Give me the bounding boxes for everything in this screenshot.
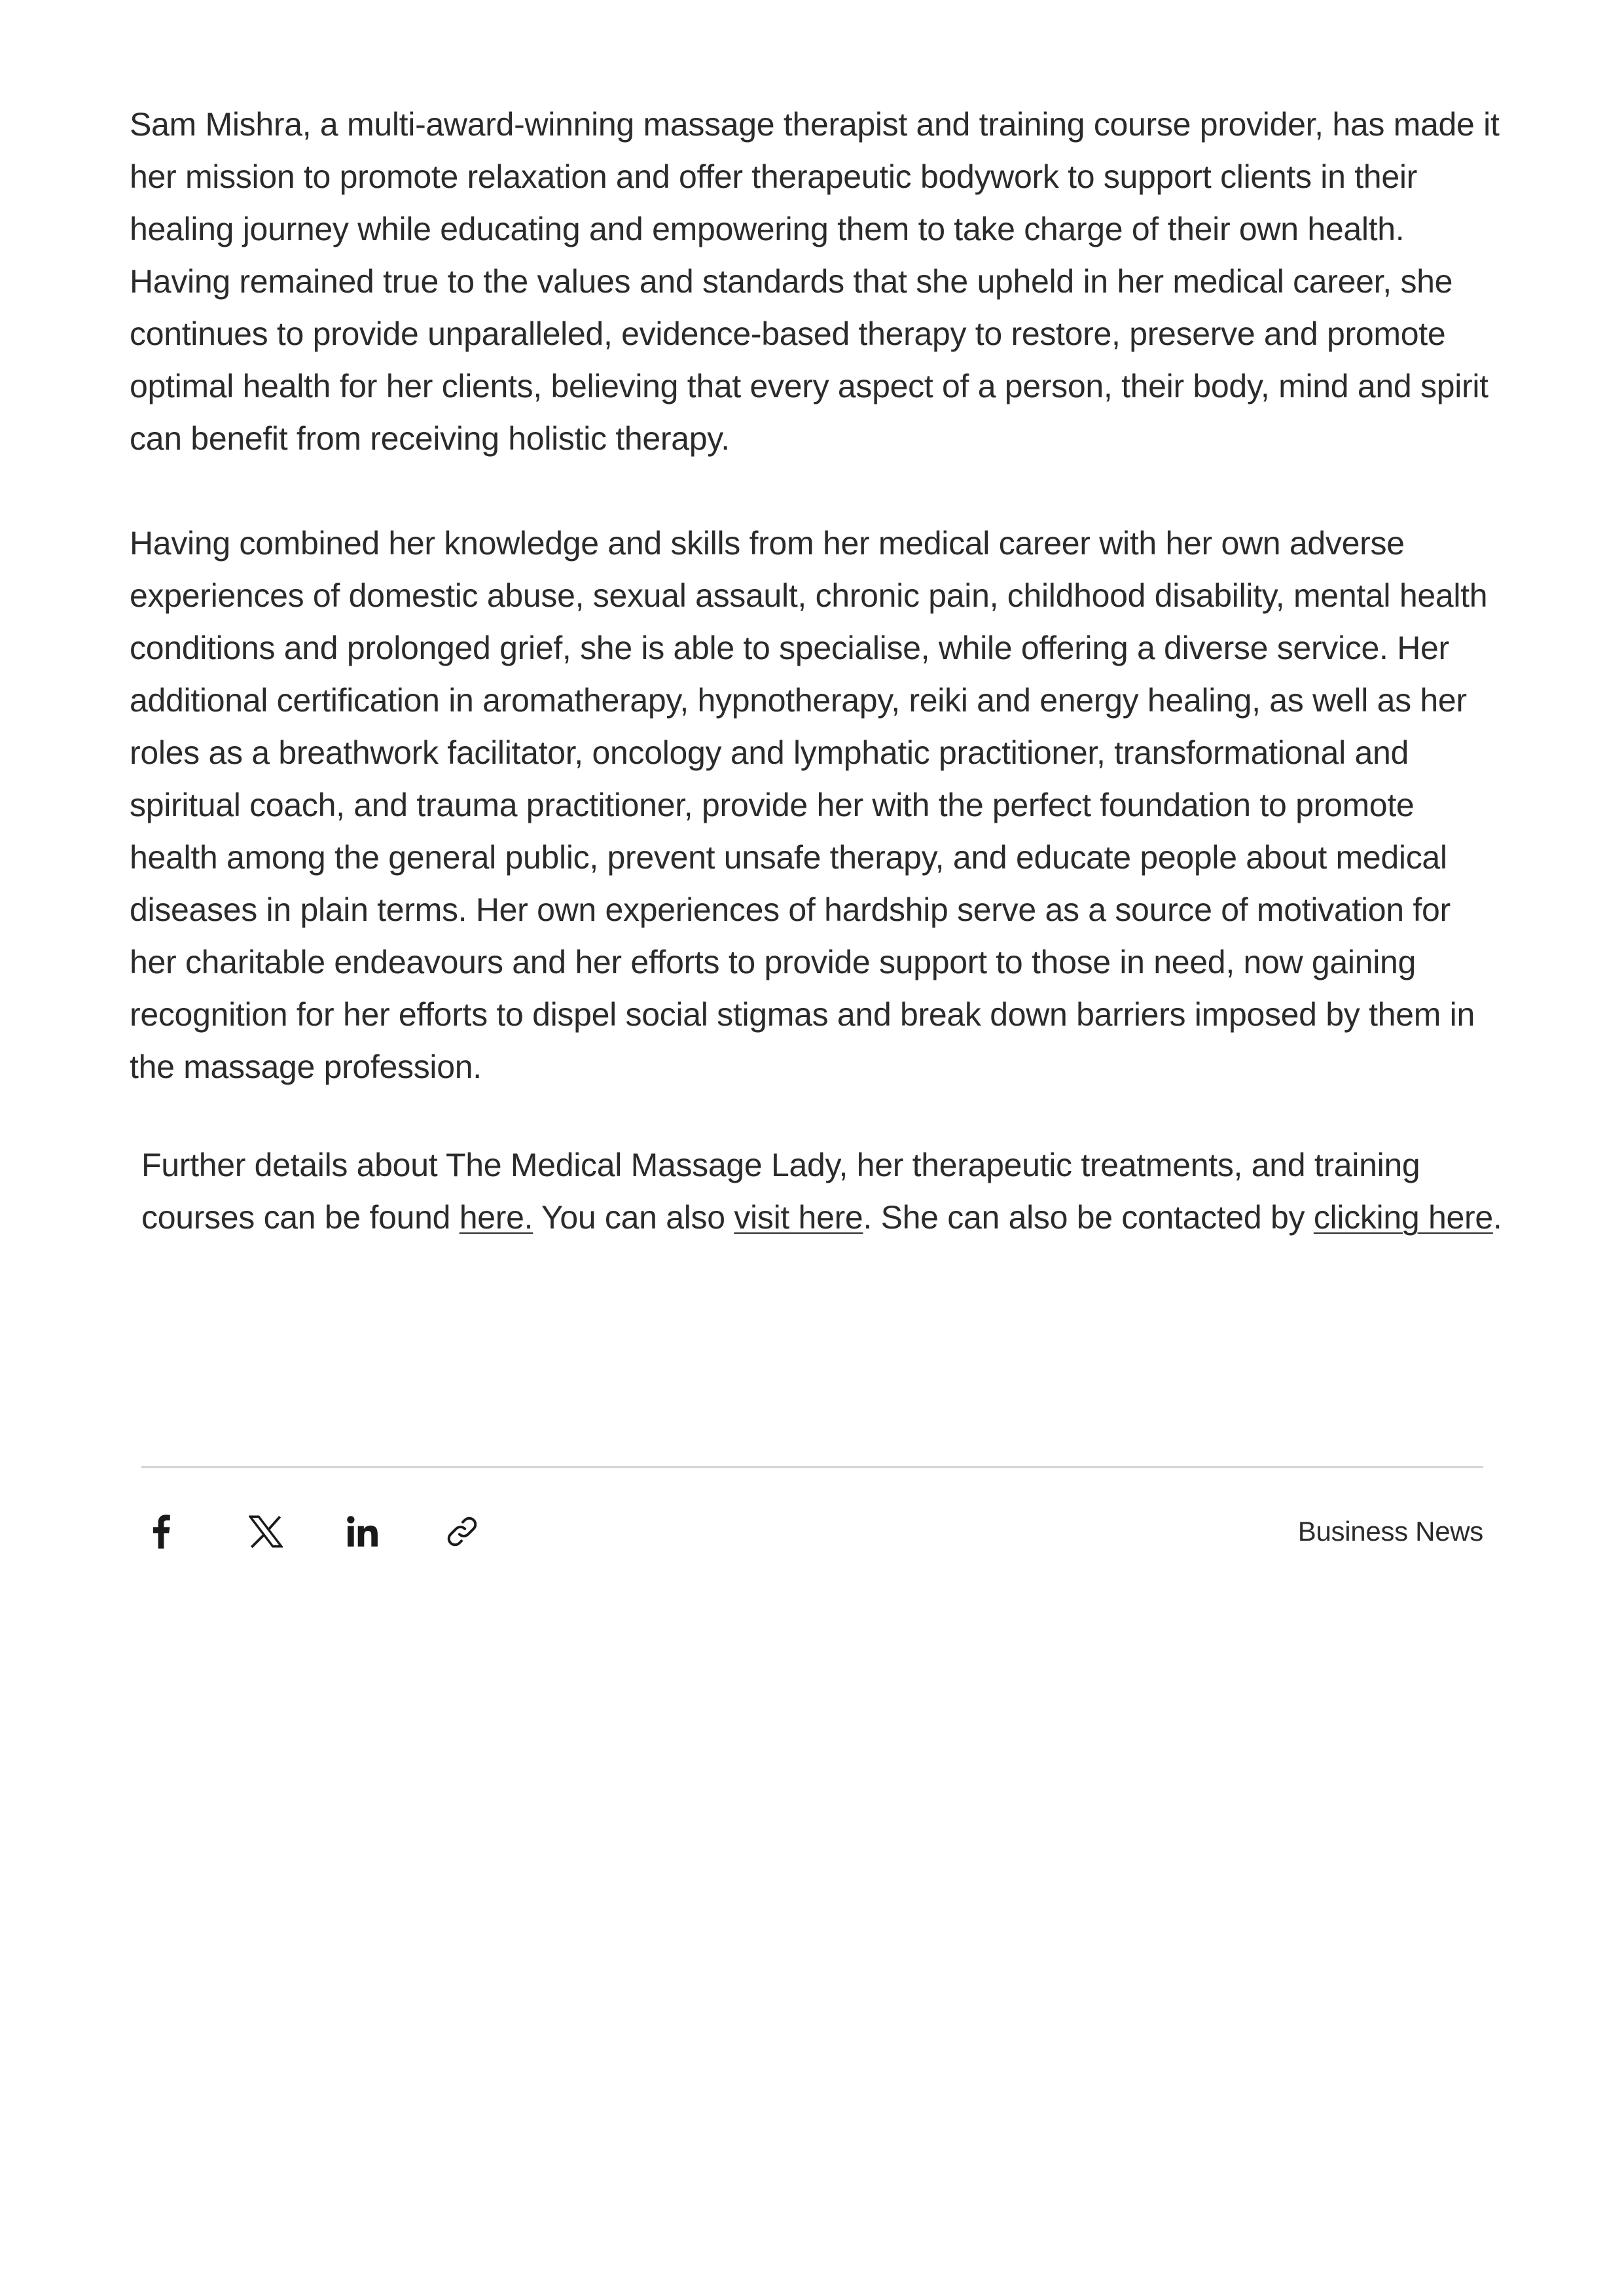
paragraph-text: . She can also be contacted by [863, 1199, 1314, 1236]
paragraph-text: You can also [533, 1199, 734, 1236]
link-icon[interactable] [442, 1512, 482, 1551]
article-paragraph: Sam Mishra, a multi-award-winning massage therapist and training course provider, has made it her mission to promote relaxation and offer therapeutic bodywork to support clients in their healing journey while educating and empowering them to take charge of their own health. Having remained true to the values and standards that she upheld in her medical career, she continues to provide unparalleled, evidence-based therapy to restore, preserve and promote optimal health for her clients, believing that every aspect of a person, their body, mind and spirit can benefit from receiving holistic therapy. [130, 106, 1500, 457]
article-paragraph-contact [130, 1139, 1504, 1244]
paragraph-text: . [1492, 1199, 1502, 1236]
contact-clicking-here-link[interactable]: clicking here [1313, 1199, 1493, 1236]
category-link-business-news[interactable]: Business News [1297, 1516, 1483, 1547]
article-body [130, 98, 1504, 1244]
paragraph-text: Further details about The Medical Massage Lady, her therapeutic treatments, and training courses can be found [141, 1147, 1420, 1236]
article-paragraph: Having combined her knowledge and skills from her medical career with her own adverse experiences of domestic abuse, sexual assault, chronic pain, childhood disability, mental health conditions and prolonged grief, she is able to specialise, while offering a diverse service. Her additional certification in aromatherapy, hypnotherapy, reiki and energy healing, as well as her roles as a breathwork facilitator, oncology and lymphatic practitioner, transformational and spiritual coach, and trauma practitioner, provide her with the perfect foundation to promote health among the general public, prevent unsafe therapy, and educate people about medical diseases in plain terms. Her own experiences of hardship serve as a source of motivation for her charitable endeavours and her efforts to provide support to those in need, now gaining recognition for her efforts to dispel social stigmas and break down barriers imposed by them in the massage profession. [130, 525, 1488, 1085]
facebook-icon[interactable] [141, 1512, 181, 1551]
x-icon[interactable] [246, 1512, 285, 1551]
divider [141, 1466, 1483, 1468]
share-bar [141, 1505, 1483, 1558]
visit-here-link[interactable]: visit here [734, 1199, 863, 1236]
details-here-link[interactable]: here. [459, 1199, 533, 1236]
linkedin-icon[interactable] [343, 1512, 382, 1551]
